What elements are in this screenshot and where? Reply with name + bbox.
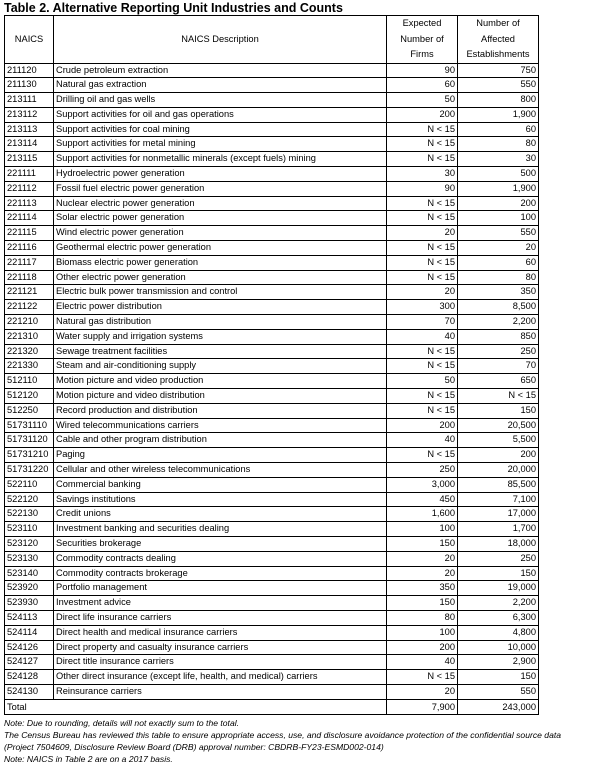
affected-establishments-cell: 200 xyxy=(458,448,539,463)
affected-establishments-cell: 30 xyxy=(458,152,539,167)
naics-code-cell: 221117 xyxy=(5,255,54,270)
description-cell: Nuclear electric power generation xyxy=(54,196,387,211)
affected-establishments-cell: 18,000 xyxy=(458,537,539,552)
expected-firms-cell: N < 15 xyxy=(387,270,458,285)
expected-firms-cell: 350 xyxy=(387,581,458,596)
description-cell: Credit unions xyxy=(54,507,387,522)
affected-establishments-cell: 8,500 xyxy=(458,300,539,315)
expected-firms-cell: 250 xyxy=(387,463,458,478)
expected-firms-cell: N < 15 xyxy=(387,137,458,152)
description-cell: Direct property and casualty insurance carriers xyxy=(54,640,387,655)
description-cell: Direct health and medical insurance carriers xyxy=(54,625,387,640)
affected-establishments-cell: 150 xyxy=(458,670,539,685)
table-row xyxy=(5,463,539,478)
table-row xyxy=(5,285,539,300)
naics-code-cell: 524127 xyxy=(5,655,54,670)
naics-code-cell: 51731220 xyxy=(5,463,54,478)
naics-code-cell: 213112 xyxy=(5,107,54,122)
expected-firms-cell: 150 xyxy=(387,596,458,611)
description-cell: Electric bulk power transmission and control xyxy=(54,285,387,300)
naics-code-cell: 213115 xyxy=(5,152,54,167)
affected-establishments-cell: 750 xyxy=(458,63,539,78)
description-cell: Securities brokerage xyxy=(54,537,387,552)
description-cell: Support activities for metal mining xyxy=(54,137,387,152)
table-row xyxy=(5,507,539,522)
affected-establishments-cell: 350 xyxy=(458,285,539,300)
naics-code-cell: 523120 xyxy=(5,537,54,552)
naics-code-cell: 523110 xyxy=(5,522,54,537)
table-row xyxy=(5,270,539,285)
affected-establishments-column-header: Number of Affected Establishments xyxy=(458,16,539,64)
description-cell: Cable and other program distribution xyxy=(54,433,387,448)
description-cell: Motion picture and video distribution xyxy=(54,389,387,404)
description-cell: Crude petroleum extraction xyxy=(54,63,387,78)
naics-code-cell: 523130 xyxy=(5,551,54,566)
affected-establishments-cell: 550 xyxy=(458,226,539,241)
total-establishments: 243,000 xyxy=(458,699,539,714)
expected-firms-cell: 300 xyxy=(387,300,458,315)
expected-firms-cell: N < 15 xyxy=(387,241,458,256)
expected-firms-cell: 3,000 xyxy=(387,477,458,492)
expected-firms-column-header: Expected Number of Firms xyxy=(387,16,458,64)
expected-firms-cell: 450 xyxy=(387,492,458,507)
table-row xyxy=(5,492,539,507)
affected-establishments-cell: 60 xyxy=(458,122,539,137)
expected-firms-cell: 80 xyxy=(387,610,458,625)
footnote-disclosure: The Census Bureau has reviewed this table to ensure appropriate access, use, and disclosure avoidance protection of the confidential source data xyxy=(4,730,562,740)
affected-establishments-cell: 150 xyxy=(458,403,539,418)
affected-establishments-cell: 800 xyxy=(458,93,539,108)
description-cell: Direct title insurance carriers xyxy=(54,655,387,670)
table-row xyxy=(5,477,539,492)
footnote-project: (Project 7504609, Disclosure Review Board (DRB) approval number: CBDRB-FY23-ESMD002-014) xyxy=(4,742,384,752)
description-cell: Reinsurance carriers xyxy=(54,684,387,699)
naics-column-header: NAICS xyxy=(5,16,54,64)
table-row xyxy=(5,344,539,359)
affected-establishments-cell: 19,000 xyxy=(458,581,539,596)
naics-code-cell: 221210 xyxy=(5,315,54,330)
naics-code-cell: 522110 xyxy=(5,477,54,492)
description-cell: Wind electric power generation xyxy=(54,226,387,241)
description-cell: Savings institutions xyxy=(54,492,387,507)
table-row xyxy=(5,448,539,463)
table-row xyxy=(5,522,539,537)
expected-firms-cell: 90 xyxy=(387,181,458,196)
table-body xyxy=(5,63,539,699)
expected-firms-cell: 40 xyxy=(387,655,458,670)
table-row xyxy=(5,581,539,596)
expected-firms-cell: 200 xyxy=(387,107,458,122)
description-cell: Support activities for oil and gas operations xyxy=(54,107,387,122)
affected-establishments-cell: 70 xyxy=(458,359,539,374)
affected-establishments-cell: 1,900 xyxy=(458,107,539,122)
description-cell: Cellular and other wireless telecommunications xyxy=(54,463,387,478)
description-cell: Other direct insurance (except life, health, and medical) carriers xyxy=(54,670,387,685)
affected-establishments-cell: 200 xyxy=(458,196,539,211)
affected-establishments-cell: 850 xyxy=(458,329,539,344)
industries-table xyxy=(4,15,539,715)
naics-code-cell: 213111 xyxy=(5,93,54,108)
expected-firms-cell: 50 xyxy=(387,93,458,108)
table-row xyxy=(5,241,539,256)
naics-code-cell: 221320 xyxy=(5,344,54,359)
affected-establishments-cell: 20,500 xyxy=(458,418,539,433)
table-row xyxy=(5,152,539,167)
affected-establishments-cell: 250 xyxy=(458,344,539,359)
table-row xyxy=(5,255,539,270)
description-cell: Portfolio management xyxy=(54,581,387,596)
naics-code-cell: 512120 xyxy=(5,389,54,404)
naics-code-cell: 524114 xyxy=(5,625,54,640)
description-cell: Hydroelectric power generation xyxy=(54,167,387,182)
description-cell: Solar electric power generation xyxy=(54,211,387,226)
expected-firms-cell: N < 15 xyxy=(387,344,458,359)
affected-establishments-cell: 550 xyxy=(458,684,539,699)
affected-establishments-cell: 80 xyxy=(458,137,539,152)
naics-code-cell: 211130 xyxy=(5,78,54,93)
table-row xyxy=(5,374,539,389)
expected-firms-cell: 40 xyxy=(387,433,458,448)
naics-code-cell: 221112 xyxy=(5,181,54,196)
expected-firms-cell: N < 15 xyxy=(387,152,458,167)
expected-firms-cell: 20 xyxy=(387,684,458,699)
table-row xyxy=(5,315,539,330)
description-cell: Wired telecommunications carriers xyxy=(54,418,387,433)
naics-code-cell: 523930 xyxy=(5,596,54,611)
description-cell: Paging xyxy=(54,448,387,463)
description-cell: Drilling oil and gas wells xyxy=(54,93,387,108)
naics-code-cell: 221116 xyxy=(5,241,54,256)
total-firms: 7,900 xyxy=(387,699,458,714)
table-row xyxy=(5,63,539,78)
table-row xyxy=(5,418,539,433)
naics-code-cell: 221310 xyxy=(5,329,54,344)
expected-firms-cell: N < 15 xyxy=(387,122,458,137)
naics-code-cell: 522130 xyxy=(5,507,54,522)
expected-firms-cell: 20 xyxy=(387,551,458,566)
expected-firms-cell: N < 15 xyxy=(387,403,458,418)
table-row xyxy=(5,137,539,152)
table-row xyxy=(5,566,539,581)
affected-establishments-cell: 550 xyxy=(458,78,539,93)
table-row xyxy=(5,300,539,315)
expected-firms-cell: N < 15 xyxy=(387,389,458,404)
description-cell: Record production and distribution xyxy=(54,403,387,418)
affected-establishments-cell: 20 xyxy=(458,241,539,256)
expected-firms-cell: 200 xyxy=(387,640,458,655)
table-row xyxy=(5,684,539,699)
description-cell: Natural gas distribution xyxy=(54,315,387,330)
expected-firms-cell: N < 15 xyxy=(387,255,458,270)
table-row xyxy=(5,78,539,93)
naics-code-cell: 221114 xyxy=(5,211,54,226)
expected-firms-cell: 40 xyxy=(387,329,458,344)
description-cell: Steam and air-conditioning supply xyxy=(54,359,387,374)
affected-establishments-cell: 2,200 xyxy=(458,315,539,330)
expected-firms-cell: N < 15 xyxy=(387,196,458,211)
description-cell: Geothermal electric power generation xyxy=(54,241,387,256)
naics-code-cell: 221121 xyxy=(5,285,54,300)
table-title: Table 2. Alternative Reporting Unit Industries and Counts xyxy=(4,1,343,15)
description-cell: Electric power distribution xyxy=(54,300,387,315)
table-row xyxy=(5,640,539,655)
affected-establishments-cell: 6,300 xyxy=(458,610,539,625)
naics-code-cell: 51731210 xyxy=(5,448,54,463)
expected-firms-cell: 70 xyxy=(387,315,458,330)
description-cell: Natural gas extraction xyxy=(54,78,387,93)
table-row xyxy=(5,93,539,108)
description-column-header: NAICS Description xyxy=(54,16,387,64)
description-cell: Motion picture and video production xyxy=(54,374,387,389)
footnote-rounding: Note: Due to rounding, details will not exactly sum to the total. xyxy=(4,718,240,728)
table-row xyxy=(5,403,539,418)
naics-code-cell: 524126 xyxy=(5,640,54,655)
expected-firms-cell: 50 xyxy=(387,374,458,389)
naics-code-cell: 512110 xyxy=(5,374,54,389)
naics-code-cell: 221330 xyxy=(5,359,54,374)
affected-establishments-cell: 2,900 xyxy=(458,655,539,670)
expected-firms-cell: N < 15 xyxy=(387,448,458,463)
table-row xyxy=(5,610,539,625)
expected-firms-cell: N < 15 xyxy=(387,211,458,226)
expected-firms-cell: 30 xyxy=(387,167,458,182)
expected-firms-cell: 1,600 xyxy=(387,507,458,522)
affected-establishments-cell: 60 xyxy=(458,255,539,270)
table-row xyxy=(5,211,539,226)
description-cell: Sewage treatment facilities xyxy=(54,344,387,359)
affected-establishments-cell: 100 xyxy=(458,211,539,226)
naics-code-cell: 523140 xyxy=(5,566,54,581)
description-cell: Commercial banking xyxy=(54,477,387,492)
table-row xyxy=(5,196,539,211)
affected-establishments-cell: 250 xyxy=(458,551,539,566)
naics-code-cell: 523920 xyxy=(5,581,54,596)
expected-firms-cell: 100 xyxy=(387,625,458,640)
affected-establishments-cell: 20,000 xyxy=(458,463,539,478)
expected-firms-cell: 20 xyxy=(387,566,458,581)
affected-establishments-cell: 1,700 xyxy=(458,522,539,537)
expected-firms-cell: N < 15 xyxy=(387,670,458,685)
naics-code-cell: 213113 xyxy=(5,122,54,137)
naics-code-cell: 522120 xyxy=(5,492,54,507)
table-row xyxy=(5,181,539,196)
expected-firms-cell: N < 15 xyxy=(387,359,458,374)
affected-establishments-cell: 1,900 xyxy=(458,181,539,196)
description-cell: Commodity contracts dealing xyxy=(54,551,387,566)
naics-code-cell: 221111 xyxy=(5,167,54,182)
expected-firms-cell: 60 xyxy=(387,78,458,93)
table-row xyxy=(5,107,539,122)
naics-code-cell: 221115 xyxy=(5,226,54,241)
description-cell: Biomass electric power generation xyxy=(54,255,387,270)
table-row xyxy=(5,167,539,182)
naics-code-cell: 221113 xyxy=(5,196,54,211)
expected-firms-cell: 200 xyxy=(387,418,458,433)
description-cell: Other electric power generation xyxy=(54,270,387,285)
description-cell: Investment banking and securities dealing xyxy=(54,522,387,537)
description-cell: Direct life insurance carriers xyxy=(54,610,387,625)
affected-establishments-cell: 650 xyxy=(458,374,539,389)
affected-establishments-cell: N < 15 xyxy=(458,389,539,404)
footnote-naics-basis: Note: NAICS in Table 2 are on a 2017 basis. xyxy=(4,754,173,764)
affected-establishments-cell: 80 xyxy=(458,270,539,285)
naics-code-cell: 51731120 xyxy=(5,433,54,448)
table-row xyxy=(5,359,539,374)
table-row xyxy=(5,226,539,241)
affected-establishments-cell: 2,200 xyxy=(458,596,539,611)
naics-code-cell: 512250 xyxy=(5,403,54,418)
naics-code-cell: 221118 xyxy=(5,270,54,285)
affected-establishments-cell: 10,000 xyxy=(458,640,539,655)
table-row xyxy=(5,122,539,137)
affected-establishments-cell: 7,100 xyxy=(458,492,539,507)
naics-code-cell: 51731110 xyxy=(5,418,54,433)
table-row xyxy=(5,537,539,552)
expected-firms-cell: 20 xyxy=(387,226,458,241)
description-cell: Support activities for nonmetallic minerals (except fuels) mining xyxy=(54,152,387,167)
table-row xyxy=(5,389,539,404)
total-row xyxy=(5,699,539,714)
affected-establishments-cell: 4,800 xyxy=(458,625,539,640)
table-row xyxy=(5,433,539,448)
expected-firms-cell: 150 xyxy=(387,537,458,552)
table-row xyxy=(5,655,539,670)
description-cell: Investment advice xyxy=(54,596,387,611)
total-label: Total xyxy=(5,699,387,714)
table-row xyxy=(5,596,539,611)
table-header-row xyxy=(5,16,539,64)
affected-establishments-cell: 85,500 xyxy=(458,477,539,492)
description-cell: Commodity contracts brokerage xyxy=(54,566,387,581)
affected-establishments-cell: 5,500 xyxy=(458,433,539,448)
footnotes xyxy=(4,717,609,765)
naics-code-cell: 211120 xyxy=(5,63,54,78)
description-cell: Support activities for coal mining xyxy=(54,122,387,137)
naics-code-cell: 524113 xyxy=(5,610,54,625)
description-cell: Fossil fuel electric power generation xyxy=(54,181,387,196)
table-row xyxy=(5,551,539,566)
expected-firms-cell: 90 xyxy=(387,63,458,78)
table-row xyxy=(5,329,539,344)
naics-code-cell: 524130 xyxy=(5,684,54,699)
affected-establishments-cell: 500 xyxy=(458,167,539,182)
naics-code-cell: 524128 xyxy=(5,670,54,685)
expected-firms-cell: 100 xyxy=(387,522,458,537)
affected-establishments-cell: 150 xyxy=(458,566,539,581)
naics-code-cell: 213114 xyxy=(5,137,54,152)
affected-establishments-cell: 17,000 xyxy=(458,507,539,522)
table-row xyxy=(5,625,539,640)
expected-firms-cell: 20 xyxy=(387,285,458,300)
description-cell: Water supply and irrigation systems xyxy=(54,329,387,344)
naics-code-cell: 221122 xyxy=(5,300,54,315)
table-row xyxy=(5,670,539,685)
